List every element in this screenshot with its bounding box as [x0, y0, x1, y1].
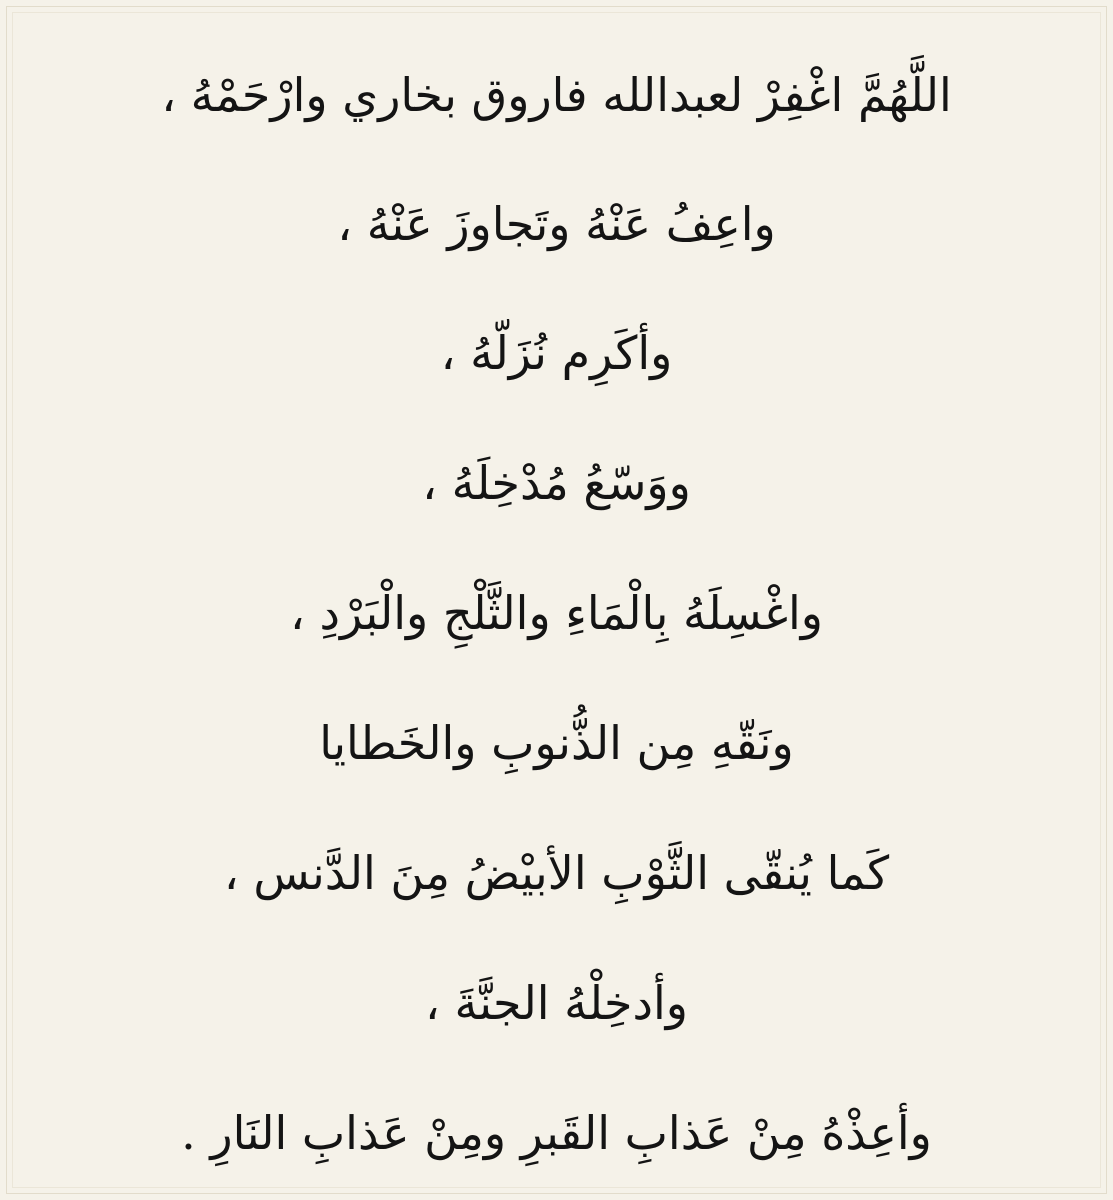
- dua-line: وأعِذْهُ مِنْ عَذابِ القَبرِ ومِنْ عَذابِ النَارِ .: [181, 1106, 932, 1160]
- dua-line: ووَسّعُ مُدْخِلَهُ ،: [422, 456, 691, 510]
- dua-line: اللَّهُمَّ اغْفِرْ لعبدالله فاروق بخاري وارْحَمْهُ ،: [161, 68, 952, 122]
- dua-line: واعِفُ عَنْهُ وتَجاوزَ عَنْهُ ،: [337, 197, 776, 251]
- dua-line: ونَقّهِ مِن الذُّنوبِ والخَطايا: [319, 716, 794, 770]
- dua-line: وأدخِلْهُ الجنَّةَ ،: [425, 976, 688, 1030]
- dua-line: واغْسِلَهُ بِالْمَاءِ والثَّلْجِ والْبَرْدِ ،: [290, 586, 823, 640]
- dua-line: كَما يُنقّى الثَّوْبِ الأبيْضُ مِنَ الدَّنس ،: [223, 846, 890, 900]
- dua-text: [40, 30, 1073, 1198]
- dua-line: وأكَرِم نُزَلّهُ ،: [440, 326, 673, 380]
